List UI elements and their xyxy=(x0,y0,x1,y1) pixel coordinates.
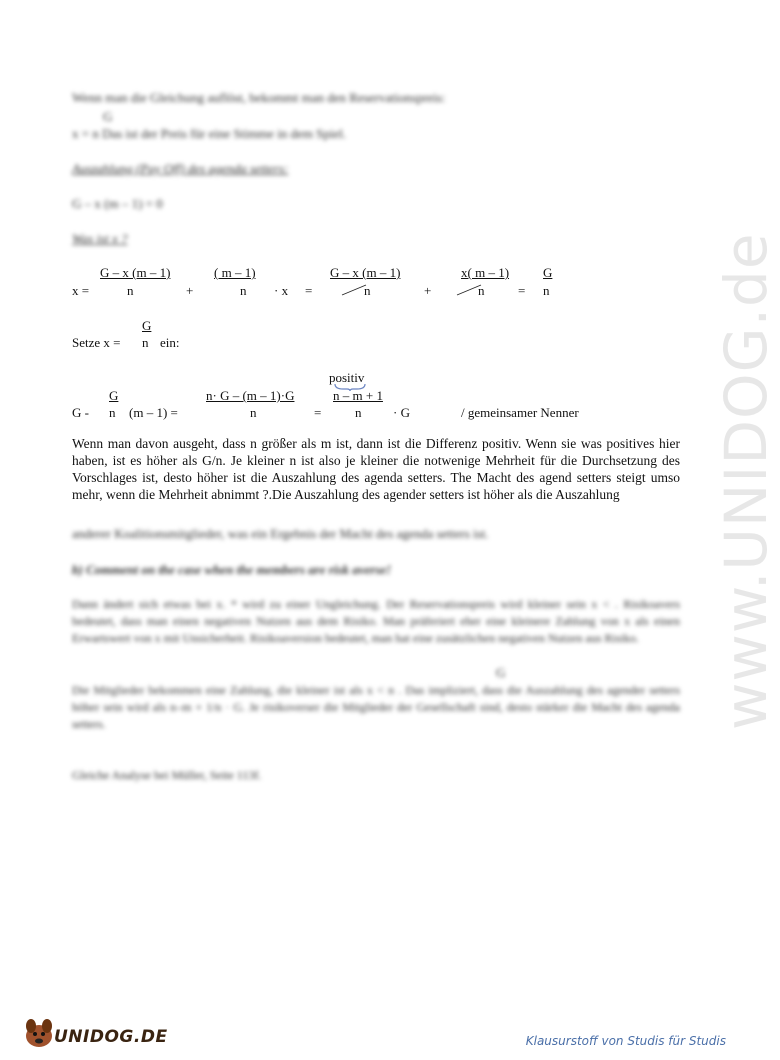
eq2-times-g: · G xyxy=(393,405,410,420)
plus-sign-2: + xyxy=(424,283,432,298)
blurred-p2-fraction-top: G xyxy=(496,665,506,680)
eq2-top-g: G xyxy=(109,388,119,403)
blurred-heading-x: Was ist x ? xyxy=(72,231,128,246)
numerator-5: G xyxy=(543,265,553,280)
equals-sign-2: = xyxy=(518,283,526,298)
eq2-g-minus: G - xyxy=(72,405,89,420)
numerator-2: ( m – 1) xyxy=(214,265,256,280)
plus-sign-1: + xyxy=(186,283,194,298)
denominator-3: n xyxy=(364,283,371,298)
denominator-1: n xyxy=(127,283,134,298)
eq2-m-minus-1: (m – 1) = xyxy=(129,405,178,420)
eq2-den-n: n xyxy=(109,405,116,420)
unidog-logo-text: UNIDOG.DE xyxy=(54,1027,168,1047)
times-x: · x xyxy=(274,283,289,298)
blurred-heading-payoff: Auszahlung (Pay Off) des agenda setters: xyxy=(72,161,289,176)
setze-numerator: G xyxy=(142,318,152,333)
numerator-3: G – x (m – 1) xyxy=(330,265,401,280)
eq2-comment: / gemeinsamer Nenner xyxy=(461,405,579,420)
denominator-4: n xyxy=(478,283,485,298)
blurred-paragraph-tail: anderer Koalitionsmitglieder, was ein Ergebnis der Macht des agenda setters ist. xyxy=(72,526,489,541)
eq2-den-mid: n xyxy=(250,405,257,420)
blurred-line-1: Wenn man die Gleichung auflöst, bekommt man den Reservationspreis: xyxy=(72,90,446,105)
dog-logo-icon xyxy=(22,1014,56,1050)
numerator-4: x( m – 1) xyxy=(461,265,510,280)
eq2-den-right: n xyxy=(355,405,362,420)
blurred-reference-line: Gleiche Analyse bei Müller, Seite 113f. xyxy=(72,768,262,782)
cancel-stroke-1 xyxy=(340,282,370,298)
explanation-paragraph: Wenn man davon ausgeht, dass n größer als m ist, dann ist die Differenz positiv. Wenn sie was positives hier haben, ist es höher als G/n. Je kleiner n ist also je kleiner die notwenige Mehrheit für die Durchsetzung des Vorschlages ist, desto höher ist die Auszahlung des agenda setters. The Macht des agend setters steigt umso mehr, wenn die Mehrheit abnimmt ?.Die Auszahlung des agender setters ist höher als die Auszahlung xyxy=(72,436,680,502)
x-equals: x = xyxy=(72,283,90,298)
watermark-text: www.UNIDOG.de xyxy=(712,232,780,730)
eq2-equals: = xyxy=(314,405,322,420)
denominator-2: n xyxy=(240,283,247,298)
blurred-risk-paragraph: Dann ändert sich etwas bei x. * wird zu einer Ungleichung. Der Reservationspreis wird kleiner sein x < . Risikoavers bedeutet, dass man einen negativen Nutzen aus dem Risiko. Man präferiert eher eine kleinere Zahlung von x als einen Erwartswert von x mit Unsicherheit. Risikoaversion bedeutet, man hat eine zusätzlichen negativen Nutzen aus Risiko. xyxy=(72,597,680,645)
numerator-1: G – x (m – 1) xyxy=(100,265,171,280)
blurred-fraction-top: G xyxy=(103,109,113,124)
blurred-payment-paragraph: Die Mitglieder bekommen eine Zahlung, die kleiner ist als x < n . Das impliziert, dass die Auszahlung des agender setters höher sein wird als n–m + 1/n · G. Je risikoverser die Mitglieder der Gesellschaft sind, desto stärker die Macht des agenda setters. xyxy=(72,683,680,731)
blurred-price-line: x = n Das ist der Preis für eine Stimme in dem Spiel. xyxy=(72,126,347,141)
blurred-heading-risk: b) Comment on the case when the members are risk averse! xyxy=(72,562,392,577)
eq2-top-right: n – m + 1 xyxy=(333,388,383,403)
blurred-equation: G – x (m – 1) = 0 xyxy=(72,196,163,211)
watermark xyxy=(650,232,780,740)
cancel-stroke-2 xyxy=(455,282,485,298)
equals-sign-1: = xyxy=(305,283,313,298)
setze-denominator: n xyxy=(142,335,149,350)
footer-slogan: Klausurstoff von Studis für Studis xyxy=(525,1034,726,1048)
setze-lead: Setze x = xyxy=(72,335,121,350)
positiv-label: positiv xyxy=(329,370,365,385)
denominator-5: n xyxy=(543,283,550,298)
setze-tail: ein: xyxy=(160,335,180,350)
eq2-top-mid: n· G – (m – 1)·G xyxy=(206,388,295,403)
